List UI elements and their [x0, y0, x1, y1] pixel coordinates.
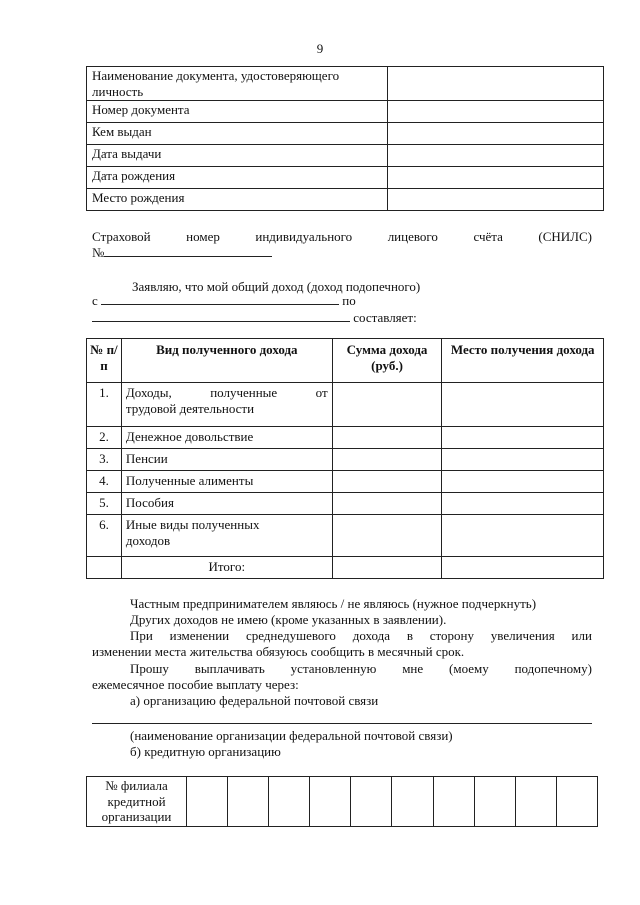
total-num-cell — [87, 557, 122, 579]
total-sum-cell[interactable] — [332, 557, 442, 579]
birth-date-field[interactable] — [388, 167, 604, 189]
identity-table — [86, 66, 604, 211]
birth-place-label: Место рождения — [87, 189, 388, 211]
birth-date-label: Дата рождения — [87, 167, 388, 189]
place-cell[interactable] — [442, 427, 604, 449]
total-row — [87, 557, 604, 579]
word: среднедушевого — [245, 628, 336, 643]
sum-cell[interactable] — [332, 383, 442, 427]
snils-field[interactable] — [104, 245, 272, 257]
row-type — [121, 383, 332, 427]
table-row — [87, 449, 604, 471]
branch-digit-cell[interactable] — [351, 777, 392, 827]
place-cell[interactable] — [442, 471, 604, 493]
post-org-caption: (наименование организации федеральной почтовой связи) — [130, 728, 453, 743]
issued-by-label: Кем выдан — [87, 123, 388, 145]
branch-digit-cell[interactable] — [392, 777, 433, 827]
branch-digit-cell[interactable] — [474, 777, 515, 827]
word: изменении — [169, 628, 230, 643]
branch-label: № филиала кредитной организации — [87, 777, 187, 827]
doc-name-label: Наименование документа, удостоверяющего личность — [87, 67, 388, 101]
branch-table — [86, 776, 598, 827]
row-type-word: от — [315, 385, 328, 400]
period-to-row — [92, 310, 417, 326]
word: сторону — [429, 628, 474, 643]
issue-date-field[interactable] — [388, 145, 604, 167]
place-cell[interactable] — [442, 383, 604, 427]
place-cell[interactable] — [442, 515, 604, 557]
row-type-word: полученные — [210, 385, 278, 400]
row-num: 1. — [87, 383, 122, 427]
row-type-text: Иные виды полученных доходов — [125, 517, 260, 548]
to-label: по — [342, 293, 356, 308]
row-type — [121, 515, 332, 557]
row-type: Денежное довольствие — [121, 427, 332, 449]
sum-cell[interactable] — [332, 427, 442, 449]
row-type: Полученные алименты — [121, 471, 332, 493]
row-num: 3. — [87, 449, 122, 471]
table-row — [87, 145, 604, 167]
entrepreneur-text: Частным предпринимателем являюсь / не являюсь (нужное подчеркнуть) — [130, 596, 537, 611]
sum-cell[interactable] — [332, 471, 442, 493]
snils-word: индивидуального — [255, 229, 353, 244]
row-num: 6. — [87, 515, 122, 557]
table-row — [87, 777, 598, 827]
amount-label: составляет: — [353, 310, 417, 325]
sum-cell[interactable] — [332, 493, 442, 515]
period-from-field[interactable] — [101, 293, 339, 305]
snils-word: лицевого — [387, 229, 438, 244]
header-num: № п/п — [87, 339, 122, 383]
doc-name-field[interactable] — [388, 67, 604, 101]
word: увеличения — [490, 628, 555, 643]
header-sum: Сумма дохода (руб.) — [332, 339, 442, 383]
word: При — [130, 628, 153, 643]
request-line-2: ежемесячное пособие выплату через: — [92, 677, 299, 692]
word: дохода — [352, 628, 391, 643]
word: в — [406, 628, 413, 643]
post-org-field[interactable] — [92, 723, 592, 724]
row-type-line2: трудовой деятельности — [125, 400, 255, 416]
number-sign: № — [92, 245, 105, 260]
snils-word: номер — [186, 229, 220, 244]
table-row — [87, 123, 604, 145]
branch-digit-cell[interactable] — [556, 777, 597, 827]
total-label: Итого: — [121, 557, 332, 579]
option-a: а) организацию федеральной почтовой связи — [130, 693, 379, 708]
sum-cell[interactable] — [332, 449, 442, 471]
table-row — [87, 67, 604, 101]
table-row — [87, 383, 604, 427]
row-type: Пособия — [121, 493, 332, 515]
snils-word: счёта — [473, 229, 503, 244]
doc-number-field[interactable] — [388, 101, 604, 123]
snils-word: (СНИЛС) — [538, 229, 592, 244]
issue-date-label: Дата выдачи — [87, 145, 388, 167]
snils-number-row — [92, 245, 272, 261]
income-table — [86, 338, 604, 579]
place-cell[interactable] — [442, 493, 604, 515]
doc-number-label: Номер документа — [87, 101, 388, 123]
snils-caption — [92, 229, 592, 245]
change-line-1 — [92, 628, 592, 644]
from-label: с — [92, 293, 98, 308]
table-header-row — [87, 339, 604, 383]
branch-digit-cell[interactable] — [515, 777, 556, 827]
word: выплачивать — [194, 661, 265, 676]
branch-digit-cell[interactable] — [187, 777, 228, 827]
header-type: Вид полученного дохода — [121, 339, 332, 383]
birth-place-field[interactable] — [388, 189, 604, 211]
word: (моему — [449, 661, 489, 676]
branch-digit-cell[interactable] — [269, 777, 310, 827]
table-row — [87, 167, 604, 189]
period-from-row — [92, 293, 356, 309]
issued-by-field[interactable] — [388, 123, 604, 145]
request-line-1 — [92, 661, 592, 677]
table-row — [87, 493, 604, 515]
place-cell[interactable] — [442, 449, 604, 471]
change-line-2: изменении места жительства обязуюсь сообщить в месячный срок. — [92, 644, 465, 659]
header-place: Место получения дохода — [442, 339, 604, 383]
branch-digit-cell[interactable] — [433, 777, 474, 827]
page-number: 9 — [316, 41, 324, 56]
word: или — [571, 628, 592, 643]
declaration-text: Заявляю, что мой общий доход (доход подопечного) — [132, 279, 421, 294]
table-row — [87, 471, 604, 493]
total-place-cell[interactable] — [442, 557, 604, 579]
row-num: 2. — [87, 427, 122, 449]
branch-digit-cell[interactable] — [310, 777, 351, 827]
period-to-field[interactable] — [92, 310, 350, 322]
row-num: 4. — [87, 471, 122, 493]
row-type: Пенсии — [121, 449, 332, 471]
option-b: б) кредитную организацию — [130, 744, 281, 759]
table-row — [87, 189, 604, 211]
sum-cell[interactable] — [332, 515, 442, 557]
table-row — [87, 515, 604, 557]
no-other-income-text: Других доходов не имею (кроме указанных в заявлении). — [130, 612, 447, 627]
table-row — [87, 101, 604, 123]
word: установленную — [290, 661, 377, 676]
word: подопечному) — [514, 661, 592, 676]
word: мне — [402, 661, 424, 676]
snils-word: Страховой — [92, 229, 151, 244]
word: Прошу — [130, 661, 169, 676]
branch-digit-cell[interactable] — [228, 777, 269, 827]
table-row — [87, 427, 604, 449]
row-num: 5. — [87, 493, 122, 515]
row-type-word: Доходы, — [125, 385, 172, 400]
